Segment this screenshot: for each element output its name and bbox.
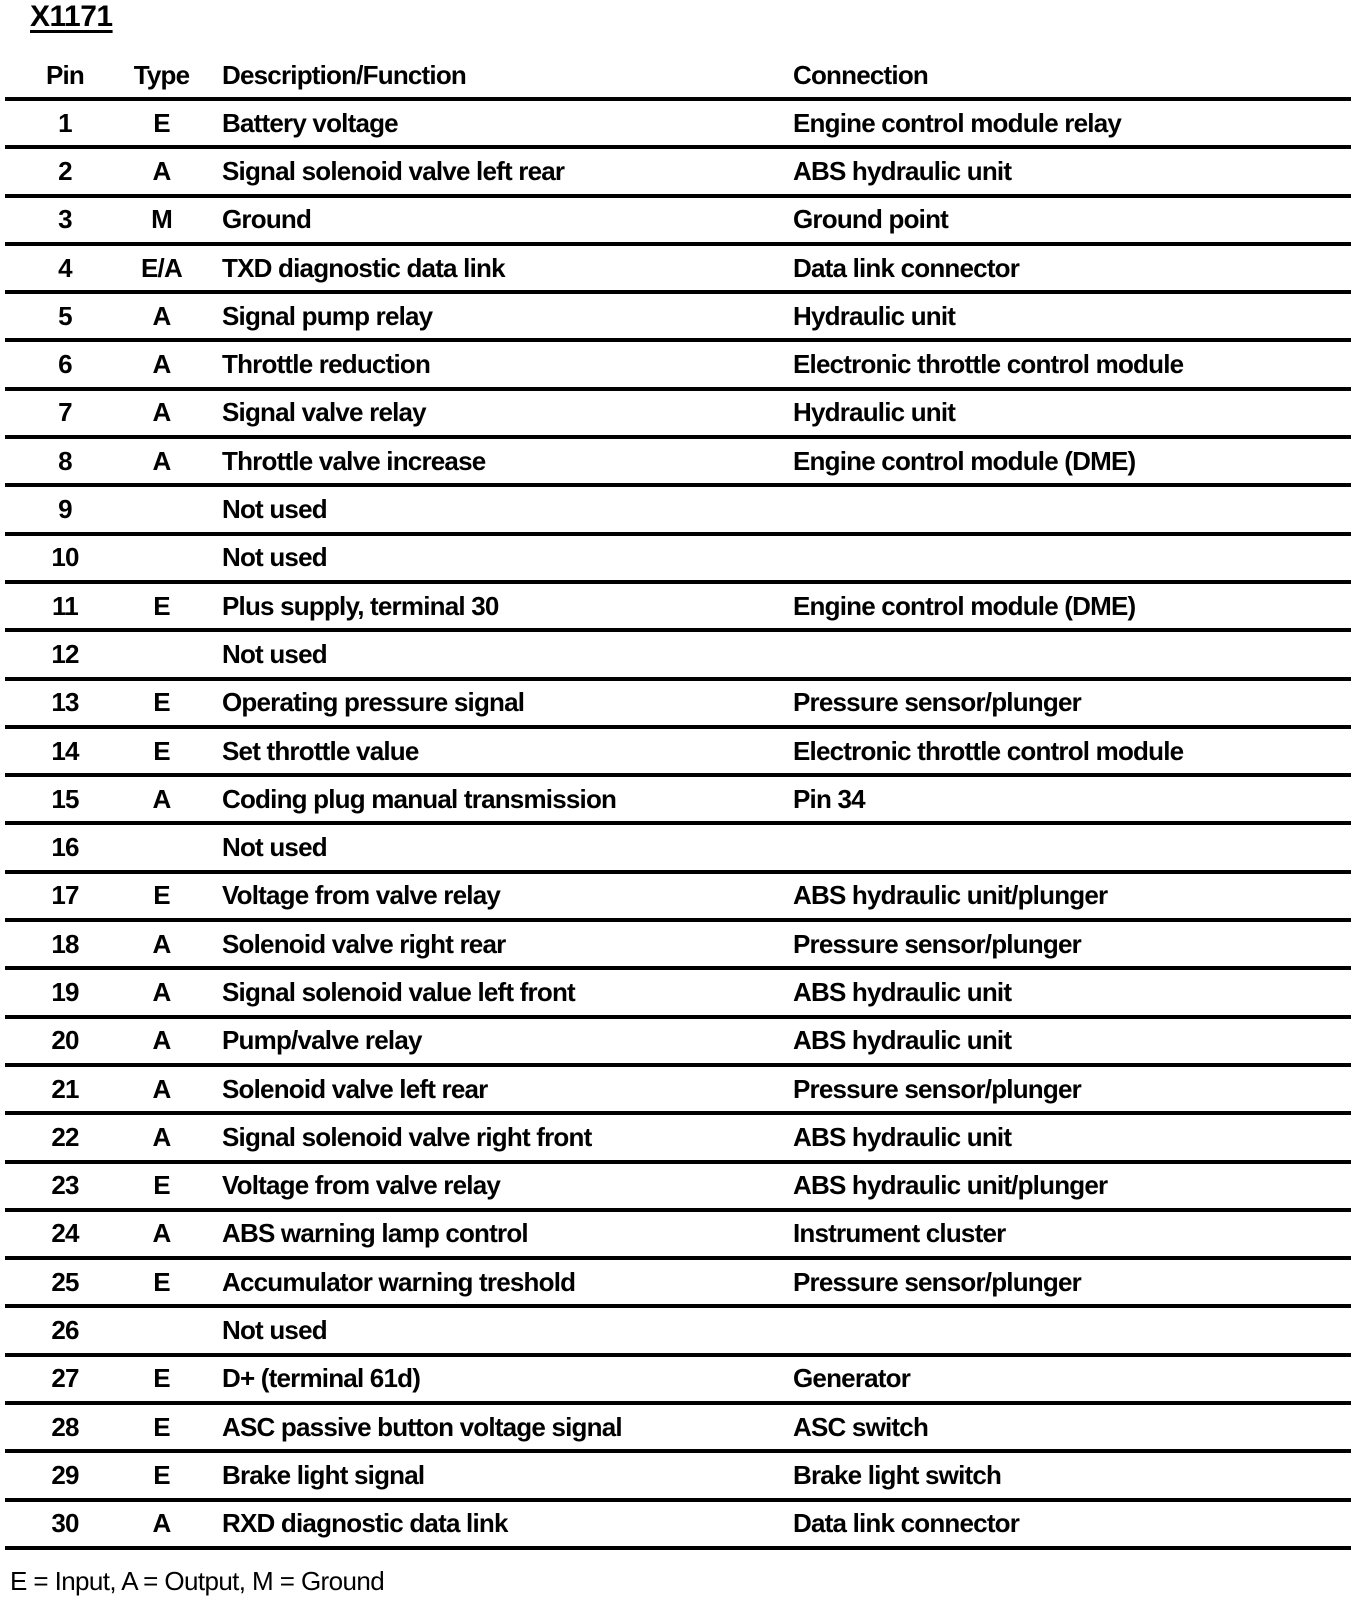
pin-cell: 2 xyxy=(58,155,72,186)
type-cell: E xyxy=(153,1266,170,1297)
pin-cell: 14 xyxy=(51,735,79,766)
description-cell: Not used xyxy=(222,1315,327,1346)
description-cell: ABS warning lamp control xyxy=(222,1218,528,1249)
pin-cell: 16 xyxy=(51,832,79,863)
pin-cell: 23 xyxy=(51,1170,79,1201)
description-cell: Accumulator warning treshold xyxy=(222,1266,576,1297)
connection-cell: Electronic throttle control module xyxy=(793,349,1184,380)
type-cell: A xyxy=(152,349,171,380)
table-row xyxy=(5,729,1351,777)
table-row xyxy=(5,246,1351,294)
connection-cell: ABS hydraulic unit/plunger xyxy=(793,1170,1108,1201)
type-cell: A xyxy=(152,1508,171,1539)
table-row xyxy=(5,149,1351,197)
table-row xyxy=(5,584,1351,632)
description-cell: Pump/valve relay xyxy=(222,1025,422,1056)
pin-cell: 24 xyxy=(51,1218,79,1249)
connection-cell: Engine control module (DME) xyxy=(793,590,1136,621)
description-cell: ASC passive button voltage signal xyxy=(222,1411,622,1442)
table-row xyxy=(5,681,1351,729)
table-row xyxy=(5,1357,1351,1405)
type-cell: E/A xyxy=(141,252,182,283)
pin-cell: 5 xyxy=(58,300,72,331)
type-cell: A xyxy=(152,1025,171,1056)
connection-cell: Hydraulic unit xyxy=(793,397,956,428)
connection-cell: Pin 34 xyxy=(793,783,865,814)
table-row xyxy=(5,198,1351,246)
type-cell: E xyxy=(153,107,170,138)
table-row xyxy=(5,439,1351,487)
type-cell: E xyxy=(153,735,170,766)
table-row xyxy=(5,777,1351,825)
pin-cell: 26 xyxy=(51,1315,79,1346)
description-cell: Ground xyxy=(222,204,312,235)
connection-cell: ABS hydraulic unit xyxy=(793,1121,1012,1152)
connection-cell: Pressure sensor/plunger xyxy=(793,1266,1081,1297)
description-cell: Set throttle value xyxy=(222,735,419,766)
pin-cell: 3 xyxy=(58,204,72,235)
type-cell: E xyxy=(153,1363,170,1394)
pin-cell: 17 xyxy=(51,880,79,911)
pin-cell: 28 xyxy=(51,1411,79,1442)
pin-cell: 21 xyxy=(51,1073,79,1104)
description-cell: Not used xyxy=(222,638,327,669)
description-cell: TXD diagnostic data link xyxy=(222,252,505,283)
pin-cell: 6 xyxy=(58,349,72,380)
table-row xyxy=(5,1308,1351,1356)
type-cell: E xyxy=(153,687,170,718)
description-cell: Voltage from valve relay xyxy=(222,880,501,911)
type-cell: A xyxy=(152,1218,171,1249)
table-row xyxy=(5,1212,1351,1260)
description-cell: Signal valve relay xyxy=(222,397,426,428)
table-row xyxy=(5,1260,1351,1308)
connection-cell: Engine control module (DME) xyxy=(793,445,1136,476)
type-cell: E xyxy=(153,590,170,621)
pin-cell: 13 xyxy=(51,687,79,718)
connection-cell: Electronic throttle control module xyxy=(793,735,1184,766)
table-row xyxy=(5,632,1351,680)
description-cell: Signal solenoid valve left rear xyxy=(222,155,565,186)
pinout-table xyxy=(5,53,1351,1550)
connection-cell: Instrument cluster xyxy=(793,1218,1006,1249)
type-legend: E = Input, A = Output, M = Ground xyxy=(10,1566,385,1596)
type-cell: A xyxy=(152,928,171,959)
description-cell: Solenoid valve right rear xyxy=(222,928,506,959)
type-cell: M xyxy=(151,204,172,235)
header-connection: Connection xyxy=(793,59,928,90)
description-cell: Signal solenoid value left front xyxy=(222,976,575,1007)
table-row xyxy=(5,391,1351,439)
pin-cell: 8 xyxy=(58,445,72,476)
table-row xyxy=(5,1115,1351,1163)
type-cell: A xyxy=(152,155,171,186)
connection-cell: Pressure sensor/plunger xyxy=(793,687,1081,718)
description-cell: Voltage from valve relay xyxy=(222,1170,501,1201)
type-cell: E xyxy=(153,1170,170,1201)
connection-cell: Generator xyxy=(793,1363,911,1394)
pin-cell: 19 xyxy=(51,976,79,1007)
table-body xyxy=(5,101,1351,1550)
table-row xyxy=(5,874,1351,922)
type-cell: A xyxy=(152,976,171,1007)
description-cell: Operating pressure signal xyxy=(222,687,525,718)
connection-cell: Ground point xyxy=(793,204,949,235)
header-description: Description/Function xyxy=(222,59,467,90)
table-row xyxy=(5,970,1351,1018)
connection-cell: Data link connector xyxy=(793,252,1020,283)
table-row xyxy=(5,1453,1351,1501)
table-row xyxy=(5,1164,1351,1212)
type-cell: E xyxy=(153,1411,170,1442)
table-row xyxy=(5,487,1351,535)
table-row xyxy=(5,922,1351,970)
connection-cell: ABS hydraulic unit xyxy=(793,155,1012,186)
header-pin: Pin xyxy=(45,59,85,90)
description-cell: Coding plug manual transmission xyxy=(222,783,617,814)
pin-cell: 11 xyxy=(52,590,78,621)
pin-cell: 20 xyxy=(51,1025,79,1056)
pin-cell: 15 xyxy=(51,783,79,814)
pin-cell: 25 xyxy=(51,1266,79,1297)
description-cell: Solenoid valve left rear xyxy=(222,1073,488,1104)
table-row xyxy=(5,1067,1351,1115)
description-cell: RXD diagnostic data link xyxy=(222,1508,508,1539)
pin-cell: 18 xyxy=(51,928,79,959)
type-cell: E xyxy=(153,880,170,911)
connector-title: X1171 xyxy=(30,0,113,33)
table-row xyxy=(5,1502,1351,1550)
pin-cell: 30 xyxy=(51,1508,79,1539)
connection-cell: ABS hydraulic unit/plunger xyxy=(793,880,1108,911)
type-cell: A xyxy=(152,397,171,428)
table-row xyxy=(5,1019,1351,1067)
description-cell: Not used xyxy=(222,542,327,573)
type-cell: A xyxy=(152,300,171,331)
description-cell: Signal pump relay xyxy=(222,300,433,331)
type-cell: A xyxy=(152,1121,171,1152)
type-cell: A xyxy=(152,445,171,476)
description-cell: Battery voltage xyxy=(222,107,398,138)
connection-cell: Pressure sensor/plunger xyxy=(793,928,1081,959)
connection-cell: Hydraulic unit xyxy=(793,300,956,331)
pin-cell: 7 xyxy=(58,397,72,428)
description-cell: Not used xyxy=(222,494,327,525)
connection-cell: Brake light switch xyxy=(793,1459,1002,1490)
connection-cell: Data link connector xyxy=(793,1508,1020,1539)
description-cell: Throttle reduction xyxy=(222,349,431,380)
description-cell: D+ (terminal 61d) xyxy=(222,1363,421,1394)
type-cell: E xyxy=(153,1459,170,1490)
table-row xyxy=(5,825,1351,873)
type-cell: A xyxy=(152,1073,171,1104)
description-cell: Brake light signal xyxy=(222,1459,425,1490)
pin-cell: 27 xyxy=(51,1363,79,1394)
table-header xyxy=(5,53,1351,101)
pin-cell: 9 xyxy=(58,494,72,525)
pin-cell: 12 xyxy=(51,638,79,669)
connection-cell: ABS hydraulic unit xyxy=(793,976,1012,1007)
table-row xyxy=(5,536,1351,584)
description-cell: Throttle valve increase xyxy=(222,445,486,476)
description-cell: Signal solenoid valve right front xyxy=(222,1121,592,1152)
table-row xyxy=(5,1405,1351,1453)
pin-cell: 4 xyxy=(58,252,72,283)
type-cell: A xyxy=(152,783,171,814)
pin-cell: 10 xyxy=(51,542,79,573)
connection-cell: ASC switch xyxy=(793,1411,929,1442)
header-type: Type xyxy=(133,59,190,90)
table-row xyxy=(5,342,1351,390)
connection-cell: ABS hydraulic unit xyxy=(793,1025,1012,1056)
connection-cell: Pressure sensor/plunger xyxy=(793,1073,1081,1104)
table-row xyxy=(5,294,1351,342)
description-cell: Not used xyxy=(222,832,327,863)
description-cell: Plus supply, terminal 30 xyxy=(222,590,499,621)
connection-cell: Engine control module relay xyxy=(793,107,1122,138)
pin-cell: 29 xyxy=(51,1459,79,1490)
pin-cell: 1 xyxy=(58,107,72,138)
pin-cell: 22 xyxy=(51,1121,79,1152)
table-row xyxy=(5,101,1351,149)
